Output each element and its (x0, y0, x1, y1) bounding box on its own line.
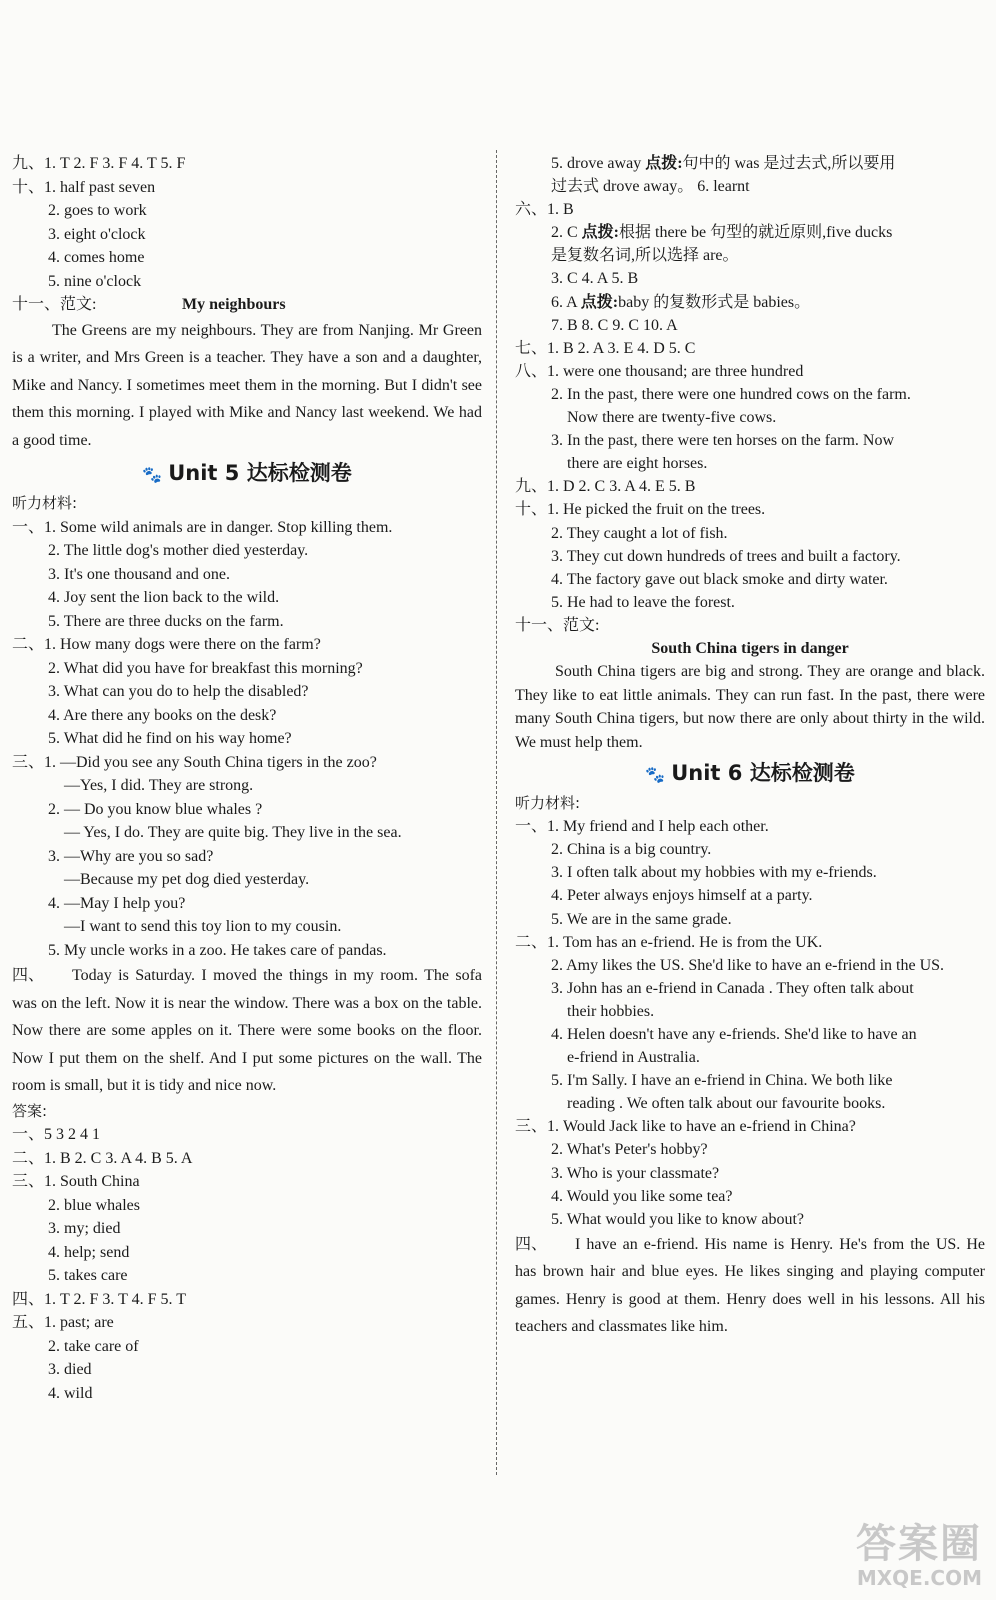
line-text: 二、1. How many dogs were there on the farm? (12, 636, 321, 653)
text-line (515, 314, 985, 337)
hint-text: 句中的 was 是过去式,所以要用 (682, 155, 896, 172)
line-text: 2. What did you have for breakfast this morning? (48, 659, 363, 677)
line-text: 4. wild (48, 1384, 93, 1402)
line-text: 九、1. T 2. F 3. F 4. T 5. F (12, 155, 186, 172)
text-line (515, 1115, 985, 1138)
text-line (515, 838, 985, 861)
line-text: —Yes, I did. They are strong. (64, 777, 254, 794)
text-line (515, 360, 985, 383)
text-line (12, 176, 482, 200)
line-text: 2. The little dog's mother died yesterday. (48, 542, 309, 559)
text-line (12, 1382, 482, 1406)
text-line (12, 1335, 482, 1359)
text-line (12, 1241, 482, 1265)
unit-heading (515, 754, 985, 792)
text-line (12, 939, 482, 963)
essay-title: South China tigers in danger (651, 639, 849, 657)
text-line (12, 821, 482, 845)
line-text: 7. B 8. C 9. C 10. A (551, 316, 678, 334)
text-line (12, 199, 482, 223)
line-text: 2. In the past, there were one hundred cows on the farm. (551, 385, 911, 403)
text-line (12, 246, 482, 270)
line-text: 3. died (48, 1361, 92, 1378)
paw-icon: 🐾 (142, 465, 163, 484)
text-line (12, 516, 482, 540)
line-text: —I want to send this toy lion to my cousin. (64, 918, 342, 935)
text-line (515, 931, 985, 954)
text-line (12, 798, 482, 822)
line-text: 3. It's one thousand and one. (48, 565, 230, 583)
text-line (12, 1170, 482, 1194)
text-line (515, 861, 985, 884)
text-line (12, 1288, 482, 1312)
line-text: 一、1. Some wild animals are in danger. Stop killing them. (12, 518, 393, 536)
section-label: 答案: (12, 1101, 48, 1120)
line-text: 九、1. D 2. C 3. A 4. E 5. B (515, 478, 696, 496)
line-text: 3. In the past, there were ten horses on the farm. Now (551, 432, 894, 450)
text-line (515, 221, 985, 244)
line-text: —Because my pet dog died yesterday. (64, 871, 310, 888)
text-line (12, 1264, 482, 1288)
line-text: 5. nine o'clock (48, 272, 142, 290)
hint-text: baby 的复数形式是 babies。 (618, 293, 811, 311)
line-text: 5. What did he find on his way home? (48, 730, 292, 747)
text-line (12, 1217, 482, 1241)
line-text: 4. —May I help you? (48, 894, 186, 912)
line-text: 4. The factory gave out black smoke and dirty water. (551, 570, 888, 588)
line-text: — Yes, I do. They are quite big. They live in the sea. (64, 824, 402, 841)
text-line (515, 568, 985, 591)
line-text: 三、1. South China (12, 1173, 140, 1190)
hint-label: 点拨: (581, 224, 620, 242)
paragraph-text: I have an e-friend. His name is Henry. He's from the US. He has brown hair and blue eyes. He likes singing and playing computer games. Henry is good at them. Henry does well in his lessons. All his teachers and classmates like him. (515, 1235, 985, 1336)
line-text: 2. — Do you know blue whales ? (48, 800, 263, 818)
line-text: 5. I'm Sally. I have an e-friend in China. We both like (551, 1072, 893, 1090)
line-text: 3. eight o'clock (48, 225, 146, 243)
text-line (12, 868, 482, 892)
text-line (515, 1023, 985, 1046)
line-text: 三、1. Would Jack like to have an e-friend in China? (515, 1118, 856, 1136)
line-text: 2. Amy likes the US. She'd like to have an e-friend in the US. (551, 956, 945, 974)
watermark-logo-text: 答案圈 (856, 1521, 982, 1567)
text-line (515, 337, 985, 360)
text-line (12, 563, 482, 587)
text-line (515, 406, 985, 429)
text-line (515, 522, 985, 545)
line-text: 八、1. were one thousand; are three hundred (515, 362, 804, 380)
paragraph (515, 660, 985, 754)
text-line (515, 591, 985, 614)
text-line (515, 175, 985, 198)
text-line (515, 452, 985, 475)
unit-heading (12, 454, 482, 492)
line-text: 4. Are there any books on the desk? (48, 706, 277, 724)
text-line (12, 704, 482, 728)
line-text: 过去式 drove away。 6. learnt (551, 178, 750, 196)
text-line (12, 539, 482, 563)
right-column (515, 152, 985, 1341)
section-label: 听力材料: (515, 794, 581, 813)
text-line (12, 915, 482, 939)
hint-label: 点拨: (580, 293, 619, 311)
line-text: there are eight horses. (567, 455, 708, 473)
text-line (12, 680, 482, 704)
line-text: 3. John has an e-friend in Canada . They often talk about (551, 979, 914, 997)
line-text: 3. I often talk about my hobbies with my e-friends. (551, 864, 877, 882)
paragraph-text: South China tigers are big and strong. They are orange and black. They like to eat little animals. They can run fast. In the past, there were many South China tigers, but now there are only about thirty in the wild. We must help them. (515, 663, 985, 751)
line-text: 5. There are three ducks on the farm. (48, 612, 284, 630)
text-line (12, 633, 482, 657)
line-text: 5. takes care (48, 1267, 128, 1284)
text-line (515, 498, 985, 521)
line-text: 2. take care of (48, 1337, 139, 1355)
line-text: 一、5 3 2 4 1 (12, 1126, 101, 1143)
line-text: 2. goes to work (48, 202, 147, 219)
line-text: 十、1. He picked the fruit on the trees. (515, 501, 766, 519)
line-text: 4. Helen doesn't have any e-friends. She'd like to have an (551, 1026, 917, 1043)
text-line (515, 884, 985, 907)
text-line (12, 1123, 482, 1147)
text-line (12, 1358, 482, 1382)
text-line (515, 291, 985, 314)
essay-title: My neighbours (182, 296, 286, 313)
line-text: 3. —Why are you so sad? (48, 847, 214, 865)
paragraph-text: Today is Saturday. I moved the things in my room. The sofa was on the left. Now it is near the window. There was a box on the table. Now there are some apples on it. There were some books on the floor. Now I put them on the shelf. And I put some pictures on the wall. The room is small, but it is tidy and nice now. (12, 967, 482, 1094)
essay-prefix: 十一、范文: (12, 296, 97, 313)
unit-title: Unit 5 达标检测卷 (168, 461, 352, 485)
line-text: 3. C 4. A 5. B (551, 270, 639, 288)
text-line (12, 657, 482, 681)
paragraph (12, 317, 482, 455)
paragraph-text: The Greens are my neighbours. They are from Nanjing. Mr Green is a writer, and Mrs Green is a teacher. They have a son and a daughter, Mike and Nancy. I sometimes meet them in the morning. But I didn't see them this morning. I played with Mike and Nancy last weekend. We had a good time. (12, 321, 482, 449)
paragraph (12, 962, 482, 1100)
text-line (515, 198, 985, 221)
text-line (12, 892, 482, 916)
line-text: 2. C (551, 224, 582, 242)
line-text: reading . We often talk about our favourite books. (567, 1095, 886, 1113)
essay-header (12, 293, 482, 317)
text-line (515, 815, 985, 838)
text-line (12, 1311, 482, 1335)
line-text: 5. He had to leave the forest. (551, 593, 735, 611)
text-line (12, 727, 482, 751)
line-text: 3. my; died (48, 1220, 121, 1237)
hint-label: 点拨: (645, 155, 683, 172)
text-line (515, 545, 985, 568)
unit-title: Unit 6 达标检测卷 (671, 761, 855, 786)
line-text: 6. A (551, 293, 581, 311)
paragraph-prefix: 四、 (515, 1235, 548, 1253)
watermark (856, 1521, 982, 1590)
line-text: 5. My uncle works in a zoo. He takes care of pandas. (48, 941, 387, 959)
text-line (515, 429, 985, 452)
paragraph-prefix: 四、 (12, 967, 45, 984)
line-text: 5. We are in the same grade. (551, 910, 732, 928)
text-line (12, 223, 482, 247)
text-line (12, 152, 482, 176)
line-text: e-friend in Australia. (567, 1049, 700, 1067)
text-line (515, 1185, 985, 1208)
text-line (12, 586, 482, 610)
left-column (12, 152, 482, 1405)
line-text: 三、1. —Did you see any South China tigers in the zoo? (12, 753, 377, 771)
line-text: 3. What can you do to help the disabled? (48, 683, 309, 700)
text-line (515, 1092, 985, 1115)
line-text: 2. China is a big country. (551, 841, 712, 859)
text-line (12, 270, 482, 294)
paw-icon: 🐾 (645, 765, 666, 785)
line-text: 5. What would you like to know about? (551, 1210, 804, 1228)
line-text: 3. Who is your classmate? (551, 1164, 720, 1182)
paragraph (515, 1231, 985, 1341)
watermark-url: MXQE.COM (856, 1566, 982, 1590)
text-line (515, 954, 985, 977)
text-line (12, 1147, 482, 1171)
text-line (515, 1162, 985, 1185)
text-line (515, 267, 985, 290)
line-text: 4. comes home (48, 249, 145, 266)
line-text: 4. Would you like some tea? (551, 1187, 733, 1205)
line-text: 4. help; send (48, 1243, 130, 1261)
line-text: 二、1. Tom has an e-friend. He is from the UK. (515, 933, 823, 951)
text-line (515, 977, 985, 1000)
text-line (515, 1046, 985, 1069)
text-line (515, 383, 985, 406)
line-text: 六、1. B (515, 201, 574, 219)
line-text: 四、1. T 2. F 3. T 4. F 5. T (12, 1290, 186, 1308)
line-text: 五、1. past; are (12, 1314, 114, 1331)
line-text: 十、1. half past seven (12, 178, 156, 196)
text-line (515, 475, 985, 498)
text-line (515, 614, 985, 637)
line-text: 3. They cut down hundreds of trees and built a factory. (551, 547, 901, 565)
text-line (12, 845, 482, 869)
text-line (12, 1194, 482, 1218)
text-line (515, 908, 985, 931)
line-text: 5. drove away (551, 155, 646, 172)
line-text: 一、1. My friend and I help each other. (515, 818, 769, 836)
text-line (515, 244, 985, 267)
text-line (515, 1208, 985, 1231)
hint-text: 根据 there be 句型的就近原则,five ducks (619, 224, 893, 242)
section-label: 听力材料: (12, 494, 78, 512)
text-line (515, 1000, 985, 1023)
text-line (12, 774, 482, 798)
line-text: 2. blue whales (48, 1196, 140, 1214)
text-line (12, 610, 482, 634)
text-line (515, 1069, 985, 1092)
line-text: 4. Joy sent the lion back to the wild. (48, 589, 280, 606)
line-text: 二、1. B 2. C 3. A 4. B 5. A (12, 1149, 193, 1167)
text-line (12, 751, 482, 775)
text-line (515, 1138, 985, 1161)
line-text: Now there are twenty-five cows. (567, 409, 777, 427)
line-text: 七、1. B 2. A 3. E 4. D 5. C (515, 339, 696, 357)
line-text: their hobbies. (567, 1002, 655, 1020)
line-text: 十一、范文: (515, 616, 600, 634)
column-divider (496, 150, 497, 1475)
line-text: 2. They caught a lot of fish. (551, 524, 728, 542)
line-text: 4. Peter always enjoys himself at a party. (551, 887, 813, 905)
line-text: 2. What's Peter's hobby? (551, 1141, 708, 1159)
line-text: 是复数名词,所以选择 are。 (551, 247, 739, 265)
text-line (515, 152, 985, 175)
